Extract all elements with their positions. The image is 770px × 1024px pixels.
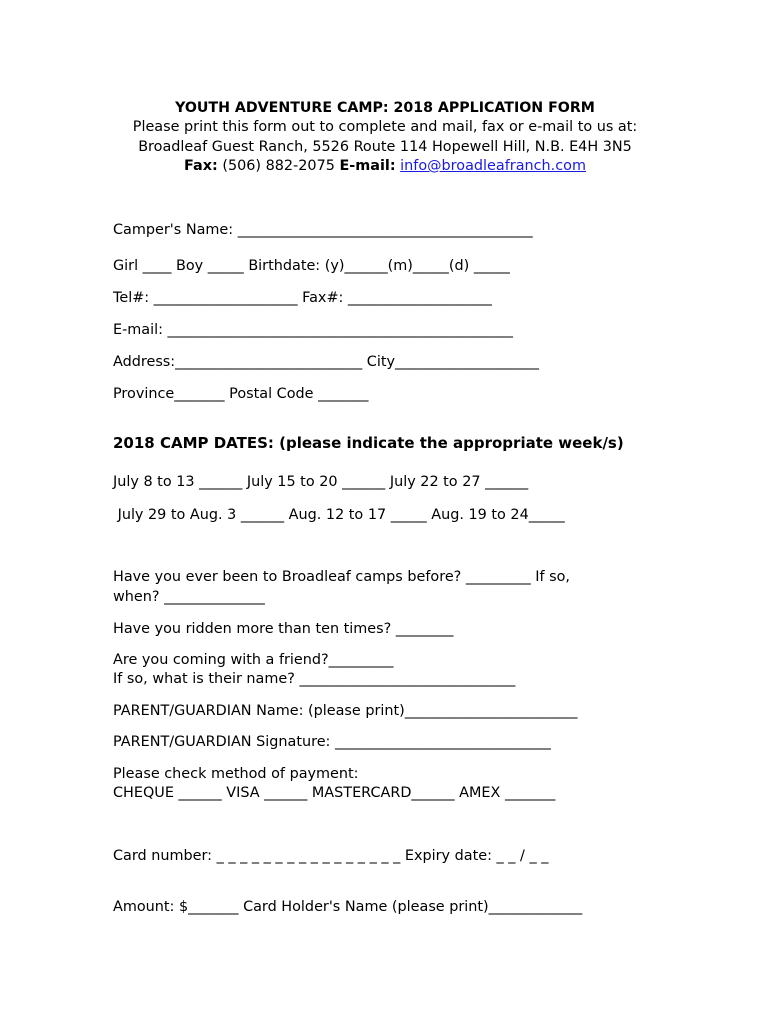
email-link[interactable]: info@broadleafranch.com <box>400 158 586 174</box>
email-field[interactable]: E-mail: ________________________________________________ <box>113 322 513 338</box>
form-title: YOUTH ADVENTURE CAMP: 2018 APPLICATION FORM <box>175 100 595 116</box>
fax-value: (506) 882-2075 <box>217 158 340 174</box>
campers-name-field[interactable]: Camper's Name: _________________________________________ <box>113 222 533 238</box>
camp-dates-heading: 2018 CAMP DATES: (please indicate the appropriate week/s) <box>113 434 624 452</box>
amount-holder-field[interactable]: Amount: $_______ Card Holder's Name (please print)_____________ <box>113 899 583 915</box>
ridden-question[interactable]: Have you ridden more than ten times? ________ <box>113 621 454 637</box>
camp-dates-row-1[interactable]: July 8 to 13 ______ July 15 to 20 ______ July 22 to 27 ______ <box>113 474 529 490</box>
province-postal-field[interactable]: Province_______ Postal Code _______ <box>113 386 369 402</box>
address-city-field[interactable]: Address:__________________________ City____________________ <box>113 354 539 370</box>
ranch-address: Broadleaf Guest Ranch, 5526 Route 114 Hopewell Hill, N.B. E4H 3N5 <box>138 139 632 155</box>
friend-name-field[interactable]: If so, what is their name? ______________________________ <box>113 671 516 687</box>
form-instructions: Please print this form out to complete and mail, fax or e-mail to us at: <box>132 119 638 135</box>
been-before-question[interactable]: Have you ever been to Broadleaf camps before? _________ If so, <box>113 569 570 585</box>
guardian-name-field[interactable]: PARENT/GUARDIAN Name: (please print)________________________ <box>113 703 578 719</box>
gender-birthdate-field[interactable]: Girl ____ Boy _____ Birthdate: (y)______(m)_____(d) _____ <box>113 258 510 274</box>
guardian-signature-field[interactable]: PARENT/GUARDIAN Signature: ______________________________ <box>113 734 551 750</box>
payment-prompt: Please check method of payment: <box>113 766 359 782</box>
camp-dates-row-2[interactable]: July 29 to Aug. 3 ______ Aug. 12 to 17 _____ Aug. 19 to 24_____ <box>113 507 565 523</box>
been-before-when[interactable]: when? ______________ <box>113 589 265 605</box>
friend-question[interactable]: Are you coming with a friend?_________ <box>113 652 394 668</box>
email-label: E-mail: <box>339 158 396 174</box>
payment-methods[interactable]: CHEQUE ______ VISA ______ MASTERCARD______ AMEX _______ <box>113 785 556 801</box>
tel-fax-field[interactable]: Tel#: ____________________ Fax#: ____________________ <box>113 290 492 306</box>
contact-line <box>0 157 770 176</box>
card-number-field[interactable]: Card number: _ _ _ _ _ _ _ _ _ _ _ _ _ _ _ _ Expiry date: _ _ / _ _ <box>113 848 549 864</box>
fax-label: Fax: <box>184 158 218 174</box>
